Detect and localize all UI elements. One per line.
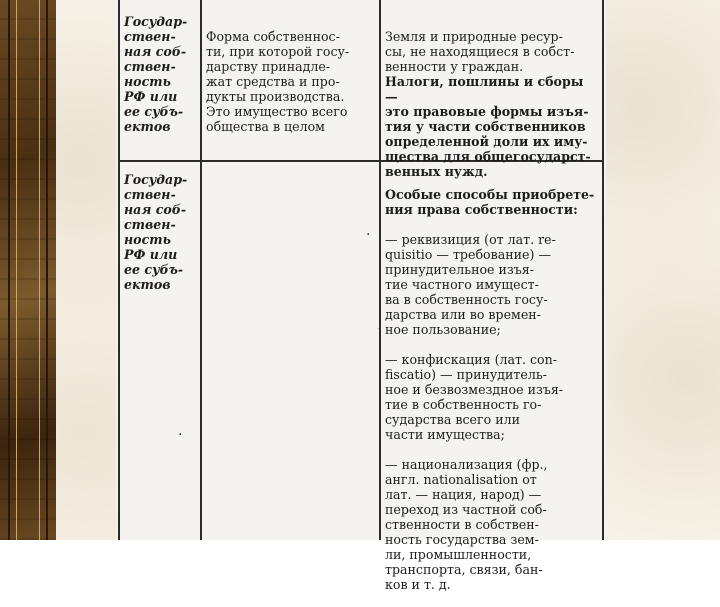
background-texture-left [56,0,116,540]
row1-col3-para1: Земля и природные ресур- сы, не находящиеся в собст- венности у граждан. [385,29,575,74]
table-border-right [602,0,604,540]
row2-item-requisition: — реквизиция (от лат. re- quisitio — требование) — принудительное изъя- тие частного имущест- ва в собственность госу- дарства или во времен- ное пользование; [385,232,556,337]
row2-col3 [385,172,600,607]
row1-col2 [206,14,376,134]
decorative-border-left [0,0,56,540]
table-border-left [118,0,120,540]
row2-item-confiscation: — конфискация (лат. con- fiscatio) — принудитель- ное и безвозмездное изъя- тие в собственность го- сударства всего или части имущества; [385,352,564,442]
scan-mark: , [378,315,383,331]
row2-item-nationalisation: — национализация (фр., англ. nationalisation от лат. — нация, народ) — переход из частной соб- ственности в собствен- ность государства зем- ли, промышленности, транспорта, связи, бан- ков и т. д. [385,457,548,592]
row2-col3-intro: Особые способы приобрете- ния права собственности: [385,187,595,217]
row2-col1-text: Государ- ствен- ная соб- ствен- ность РФ или ее субъ- ектов [124,172,188,292]
row1-col3 [385,14,600,179]
scan-mark: · [366,227,371,243]
table-column-divider-2 [379,0,381,540]
table-column-divider-1 [200,0,202,540]
background-texture-right [604,0,720,540]
row1-col3-para2: Налоги, пошлины и сборы — это правовые формы изъя- тия у части собственников определенной доли их иму- щества для общегосударст- венных нужд. [385,74,591,179]
scan-mark: · [178,427,183,443]
scanned-table [116,0,606,592]
row1-col2-text: Форма собственнос- ти, при которой госу- дарству принадле- жат средства и про- дукты производства. Это имущество всего общества в целом [206,29,350,134]
row1-col1-text: Государ- ствен- ная соб- ствен- ность РФ или ее субъ- ектов [124,14,188,134]
